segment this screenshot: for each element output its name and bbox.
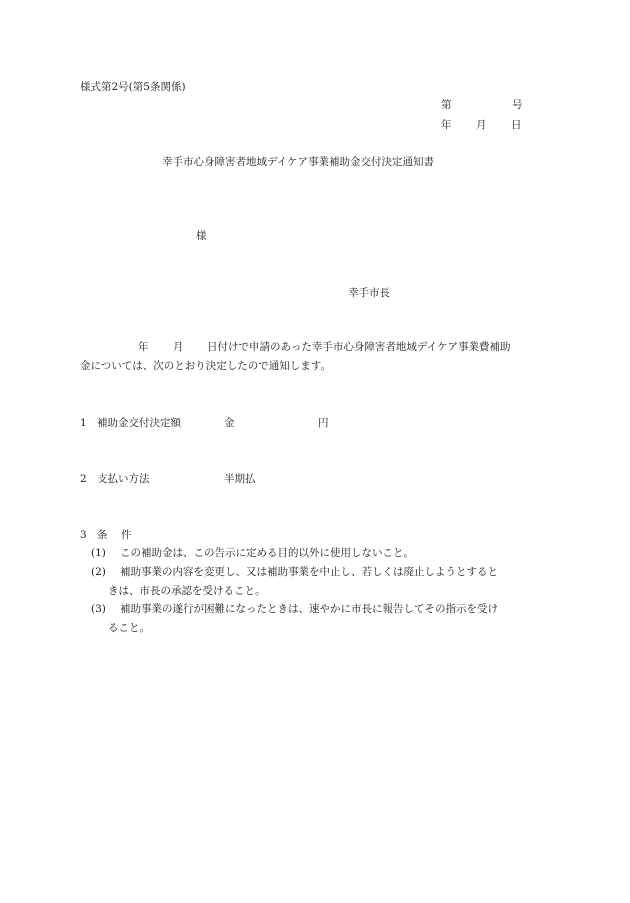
item2-value: 半期払 — [224, 473, 256, 485]
item2-label: 支払い方法 — [97, 473, 150, 485]
condition-text: 補助事業の遂行が困難になったときは、速やかに市長に報告してその指示を受け — [120, 603, 498, 615]
condition-number: (3) — [91, 603, 106, 615]
condition-number: (2) — [91, 566, 106, 578]
intro-text-line1: 日付けで申請のあった幸手市心身障害者地域デイケア事業費補助 — [207, 341, 511, 353]
condition-text-continued: きは、市長の承認を受けること。 — [108, 585, 266, 597]
date-month: 月 — [476, 119, 487, 131]
item3-label-a: 条 — [97, 529, 108, 541]
condition-text: この補助金は、この告示に定める目的以外に使用しないこと。 — [120, 547, 414, 559]
intro-month: 月 — [173, 341, 184, 353]
item1-unit: 円 — [318, 417, 329, 429]
item1-prefix: 金 — [224, 417, 235, 429]
item3-number: 3 — [80, 529, 87, 541]
sender-name: 幸手市長 — [348, 287, 390, 299]
condition-text: 補助事業の内容を変更し、又は補助事業を中止し、若しくは廃止しようとすると — [120, 566, 498, 578]
intro-text-line2: 金については、次のとおり決定したので通知します。 — [80, 360, 331, 372]
addressee-suffix: 様 — [196, 230, 207, 242]
item3-label-b: 件 — [121, 529, 132, 541]
date-day: 日 — [511, 119, 522, 131]
date-year: 年 — [441, 119, 452, 131]
intro-year: 年 — [138, 341, 149, 353]
document-title: 幸手市心身障害者地域デイケア事業補助金交付決定通知書 — [162, 156, 435, 168]
condition-text-continued: ること。 — [108, 622, 150, 634]
item2-number: 2 — [80, 473, 87, 485]
item1-label: 補助金交付決定額 — [97, 417, 181, 429]
document-number-prefix: 第 — [441, 99, 452, 111]
document-number-suffix: 号 — [512, 99, 523, 111]
form-label: 様式第2号(第5条関係) — [80, 81, 186, 93]
condition-number: (1) — [91, 547, 106, 559]
item1-number: 1 — [80, 417, 87, 429]
